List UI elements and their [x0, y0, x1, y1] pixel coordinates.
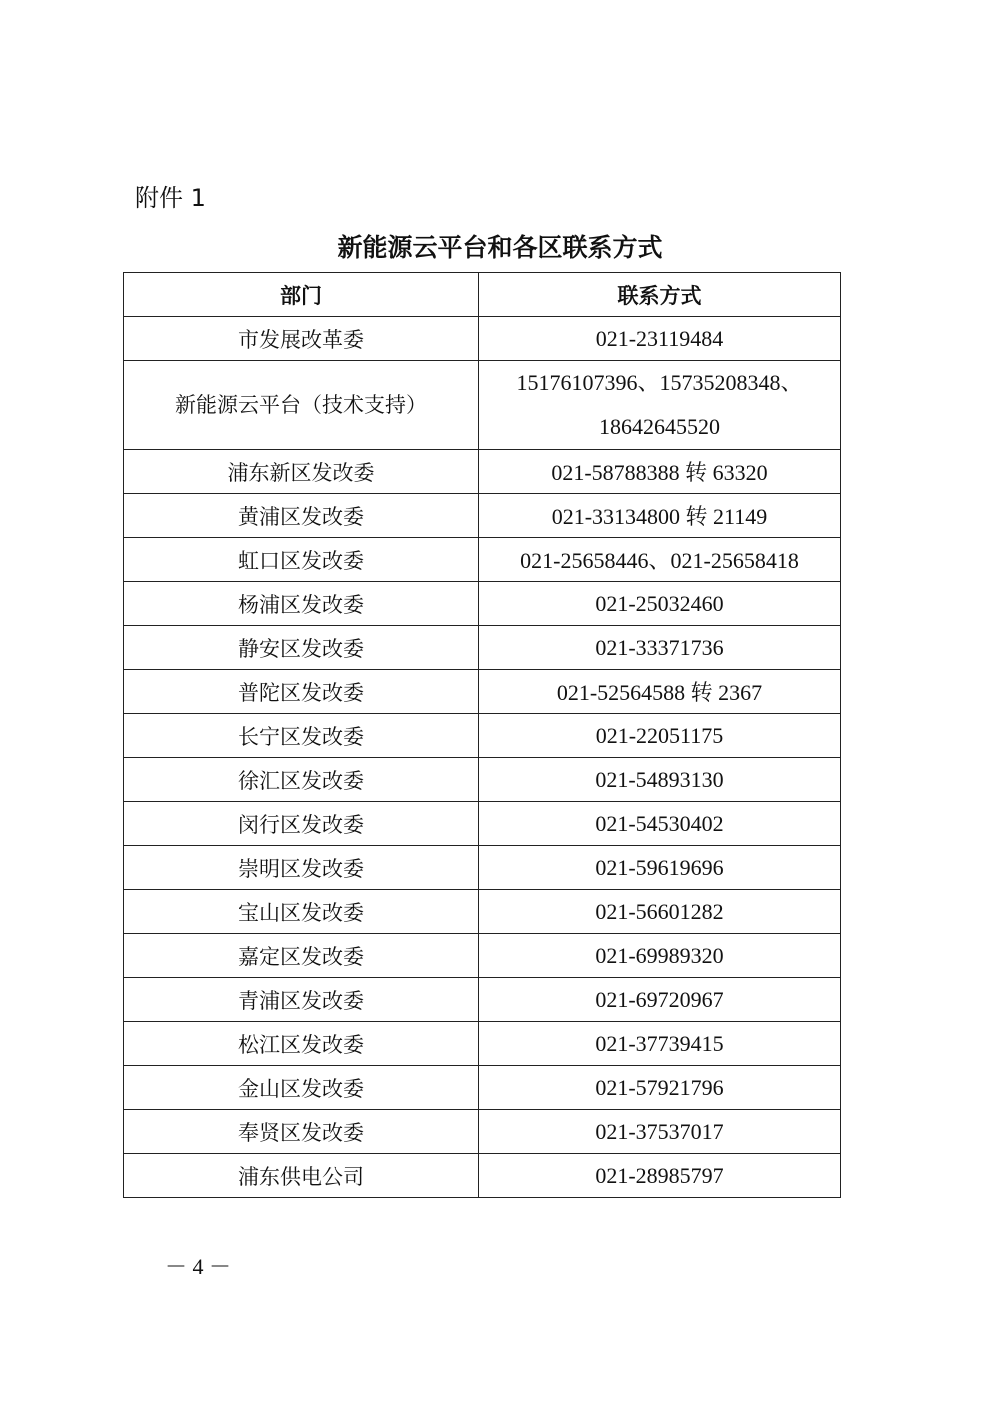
department-cell: 普陀区发改委 — [124, 670, 479, 714]
attachment-label: 附件 1 — [135, 184, 206, 212]
table-row — [124, 978, 841, 1022]
contact-cell: 021-33134800 转 21149 — [479, 494, 841, 538]
table-row — [124, 1066, 841, 1110]
department-cell: 闵行区发改委 — [124, 802, 479, 846]
department-cell: 松江区发改委 — [124, 1022, 479, 1066]
contact-cell: 021-54530402 — [479, 802, 841, 846]
department-cell: 新能源云平台（技术支持） — [124, 361, 479, 450]
contact-cell: 021-69720967 — [479, 978, 841, 1022]
department-cell: 崇明区发改委 — [124, 846, 479, 890]
department-cell: 徐汇区发改委 — [124, 758, 479, 802]
page-number: － 4 － — [165, 1254, 232, 1279]
department-cell: 长宁区发改委 — [124, 714, 479, 758]
table-row — [124, 626, 841, 670]
department-cell: 青浦区发改委 — [124, 978, 479, 1022]
table-row — [124, 450, 841, 494]
table-row — [124, 361, 841, 450]
table-row — [124, 846, 841, 890]
contact-cell: 021-69989320 — [479, 934, 841, 978]
table-row — [124, 934, 841, 978]
contact-cell: 021-56601282 — [479, 890, 841, 934]
table-row — [124, 317, 841, 361]
table-row — [124, 494, 841, 538]
department-cell: 黄浦区发改委 — [124, 494, 479, 538]
contact-line-1: 15176107396、15735208348、 — [516, 370, 803, 395]
contacts-table — [123, 272, 841, 1198]
contact-cell: 021-25658446、021-25658418 — [479, 538, 841, 582]
table-row — [124, 538, 841, 582]
table-row — [124, 582, 841, 626]
department-cell: 浦东供电公司 — [124, 1154, 479, 1198]
department-cell: 杨浦区发改委 — [124, 582, 479, 626]
table-row — [124, 670, 841, 714]
table-row — [124, 1110, 841, 1154]
contact-cell: 021-59619696 — [479, 846, 841, 890]
column-header-contact: 联系方式 — [479, 273, 841, 317]
department-cell: 嘉定区发改委 — [124, 934, 479, 978]
table-row — [124, 1022, 841, 1066]
department-cell: 市发展改革委 — [124, 317, 479, 361]
contact-cell: 021-37537017 — [479, 1110, 841, 1154]
department-cell: 虹口区发改委 — [124, 538, 479, 582]
table-row — [124, 714, 841, 758]
column-header-department: 部门 — [124, 273, 479, 317]
department-cell: 金山区发改委 — [124, 1066, 479, 1110]
contact-cell: 021-52564588 转 2367 — [479, 670, 841, 714]
department-cell: 静安区发改委 — [124, 626, 479, 670]
table-header-row — [124, 273, 841, 317]
contact-cell: 021-25032460 — [479, 582, 841, 626]
contact-cell: 021-57921796 — [479, 1066, 841, 1110]
table-row — [124, 1154, 841, 1198]
contact-cell: 021-58788388 转 63320 — [479, 450, 841, 494]
contact-cell: 021-54893130 — [479, 758, 841, 802]
contact-cell: 021-22051175 — [479, 714, 841, 758]
table-row — [124, 890, 841, 934]
department-cell: 浦东新区发改委 — [124, 450, 479, 494]
department-cell: 奉贤区发改委 — [124, 1110, 479, 1154]
contact-cell: 021-28985797 — [479, 1154, 841, 1198]
contact-cell — [479, 361, 841, 450]
contact-cell: 021-37739415 — [479, 1022, 841, 1066]
table-row — [124, 802, 841, 846]
contact-line-2: 18642645520 — [599, 414, 720, 439]
contact-cell: 021-33371736 — [479, 626, 841, 670]
document-title: 新能源云平台和各区联系方式 — [337, 233, 663, 262]
department-cell: 宝山区发改委 — [124, 890, 479, 934]
table-row — [124, 758, 841, 802]
contact-cell: 021-23119484 — [479, 317, 841, 361]
